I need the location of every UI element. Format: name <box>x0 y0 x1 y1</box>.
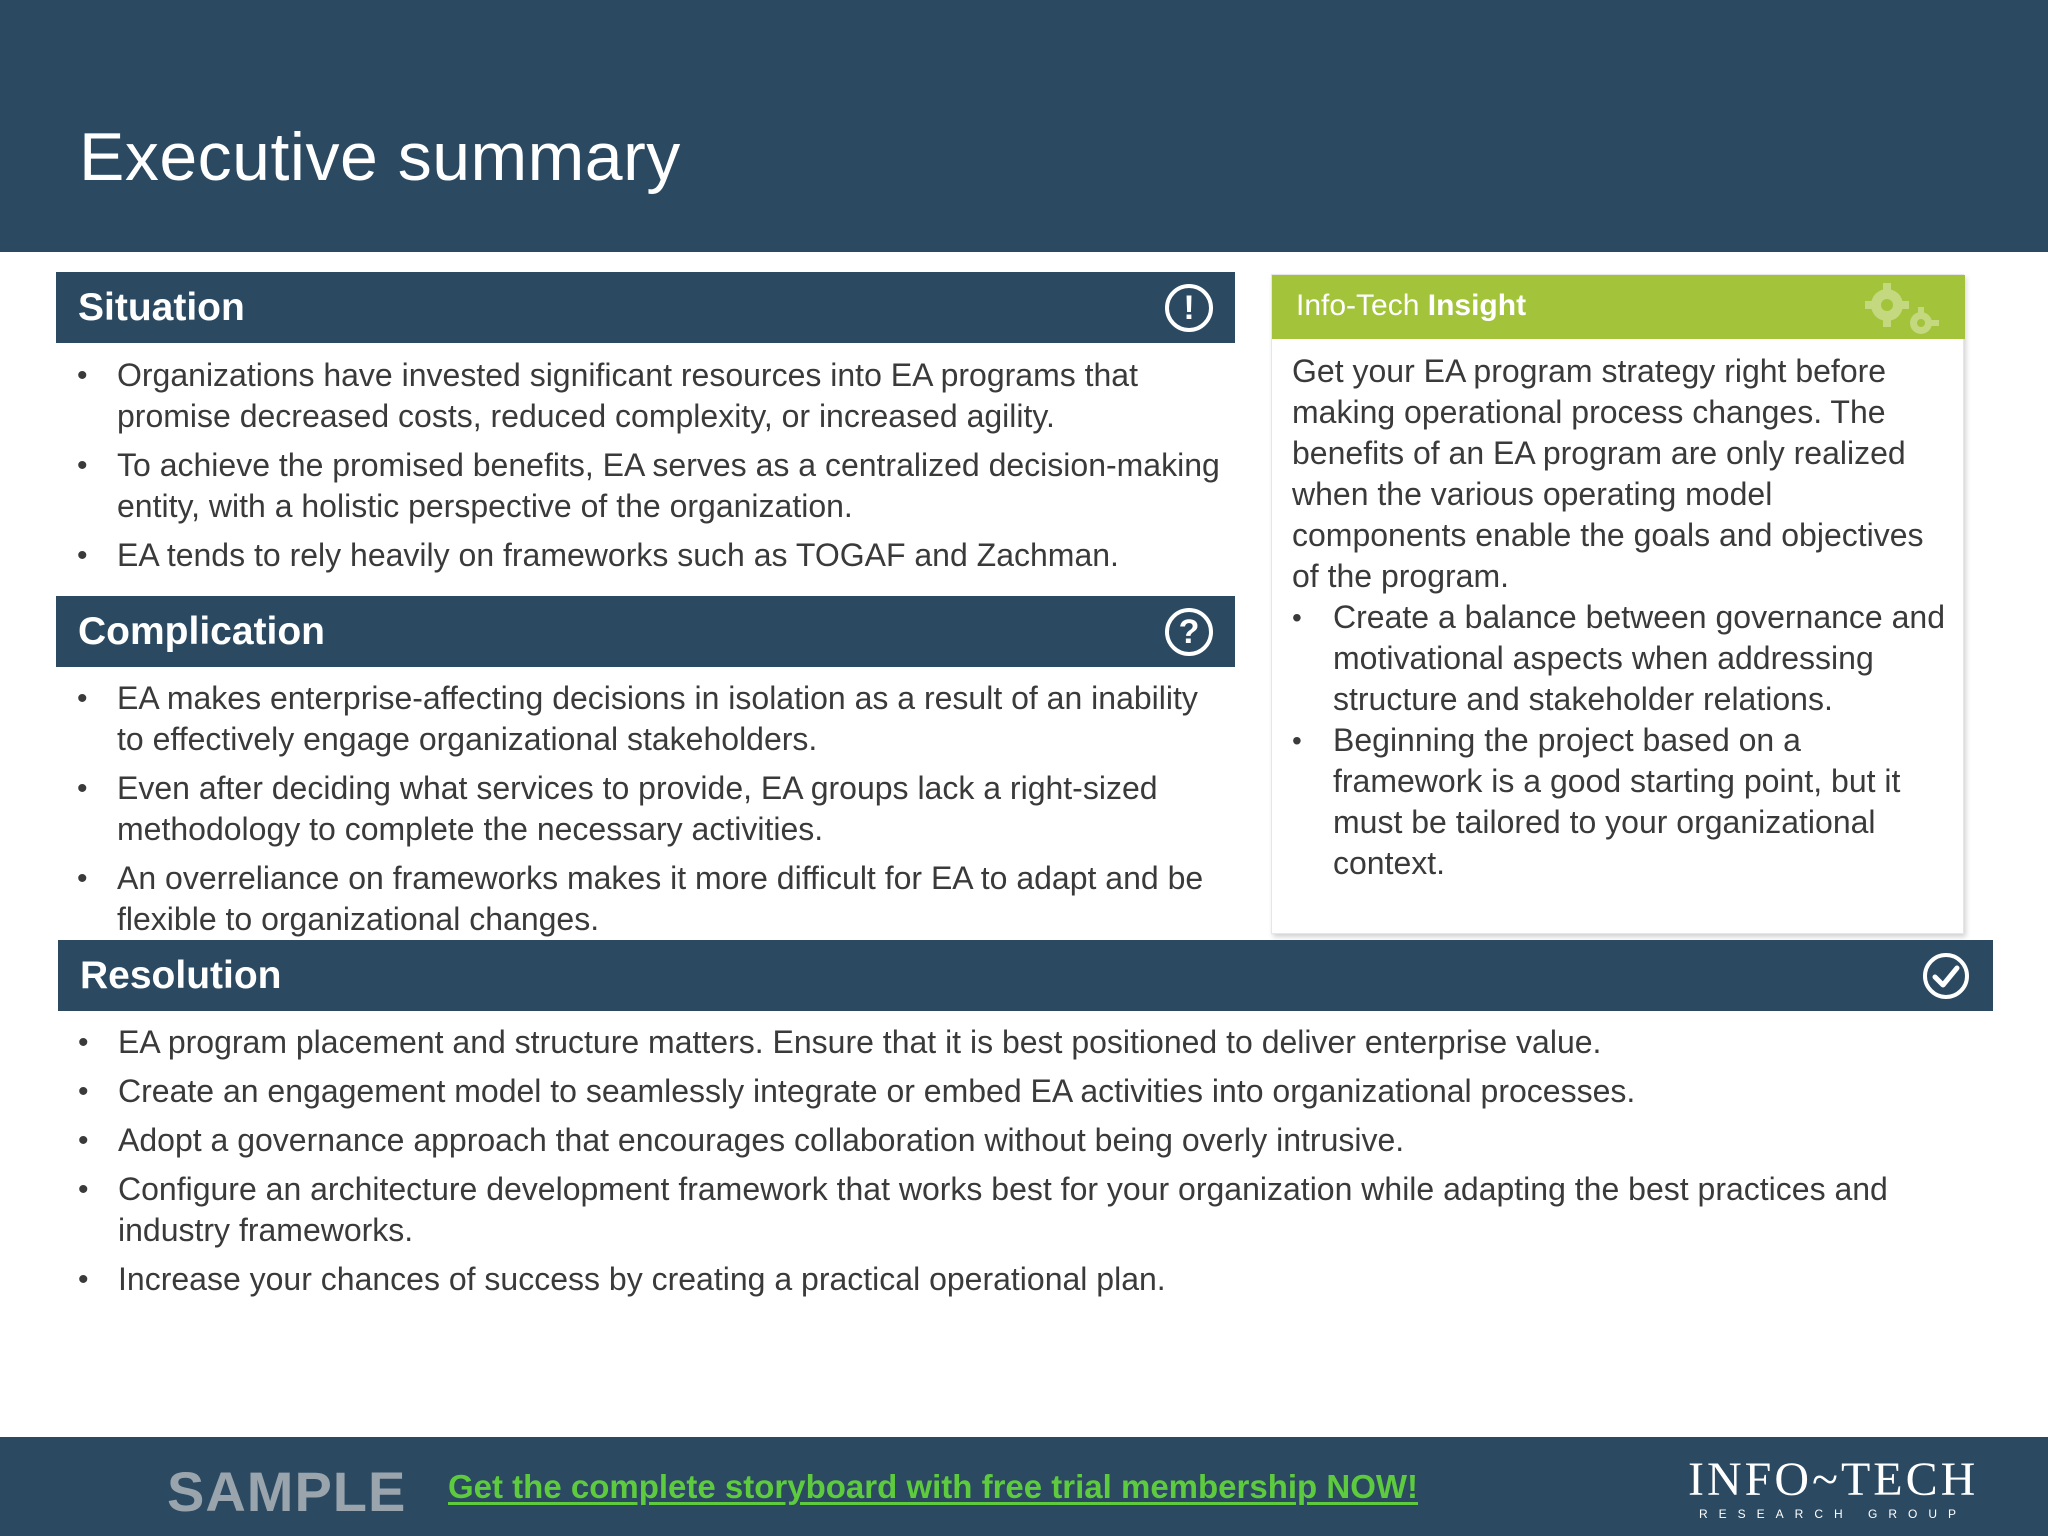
situation-title: Situation <box>78 285 245 329</box>
resolution-header <box>58 940 1993 1011</box>
list-item: • Configure an architecture development framework that works best for your organization while adapting the best practices and industry frameworks. <box>78 1169 1988 1251</box>
insight-content <box>1292 351 1952 884</box>
list-item: • Create an engagement model to seamlessly integrate or embed EA activities into organizational processes. <box>78 1071 1988 1112</box>
insight-brand: Info-Tech Insight <box>1296 289 1527 322</box>
list-item: • EA makes enterprise-affecting decisions in isolation as a result of an inability to effectively engage organizational stakeholders. <box>77 678 1227 760</box>
list-item: • Increase your chances of success by creating a practical operational plan. <box>78 1259 1988 1300</box>
list-item: • Beginning the project based on a framework is a good starting point, but it must be tailored to your organizational context. <box>1292 720 1952 884</box>
resolution-list <box>78 1022 1988 1308</box>
insight-header <box>1272 275 1965 339</box>
insight-list <box>1292 597 1952 884</box>
list-item: • Organizations have invested significant resources into EA programs that promise decreased costs, reduced complexity, or increased agility. <box>77 355 1227 437</box>
complication-header <box>56 596 1235 667</box>
list-item: • Even after deciding what services to provide, EA groups lack a right-sized methodology to complete the necessary activities. <box>77 768 1227 850</box>
exclamation-circle-icon: ! <box>1165 284 1213 332</box>
resolution-title: Resolution <box>80 953 282 997</box>
checkmark-circle-icon <box>1921 951 1971 1001</box>
insight-paragraph: Get your EA program strategy right before making operational process changes. The benefits of an EA program are only realized when the various operating model components enable the goals and objectives of the program. <box>1292 353 1924 594</box>
situation-list <box>77 355 1227 584</box>
question-circle-icon: ? <box>1165 608 1213 656</box>
info-tech-logo: INFO~TECH RESEARCH GROUP <box>1688 1453 1979 1521</box>
list-item: • Adopt a governance approach that encourages collaboration without being overly intrusive. <box>78 1120 1988 1161</box>
list-item: • EA tends to rely heavily on frameworks such as TOGAF and Zachman. <box>77 535 1227 576</box>
list-item: • Create a balance between governance and motivational aspects when addressing structure and stakeholder relations. <box>1292 597 1952 720</box>
list-item: • To achieve the promised benefits, EA serves as a centralized decision-making entity, with a holistic perspective of the organization. <box>77 445 1227 527</box>
insight-box <box>1271 274 1964 934</box>
complication-list <box>77 678 1227 948</box>
list-item: • EA program placement and structure matters. Ensure that it is best positioned to deliver enterprise value. <box>78 1022 1988 1063</box>
complication-title: Complication <box>78 609 326 653</box>
situation-header <box>56 272 1235 343</box>
list-item: • An overreliance on frameworks makes it more difficult for EA to adapt and be flexible to organizational changes. <box>77 858 1227 940</box>
gears-icon <box>1847 277 1947 339</box>
page-title: Executive summary <box>79 119 681 195</box>
sample-watermark: SAMPLE <box>167 1460 407 1523</box>
trial-membership-link[interactable]: Get the complete storyboard with free trial membership NOW! <box>448 1468 1419 1505</box>
